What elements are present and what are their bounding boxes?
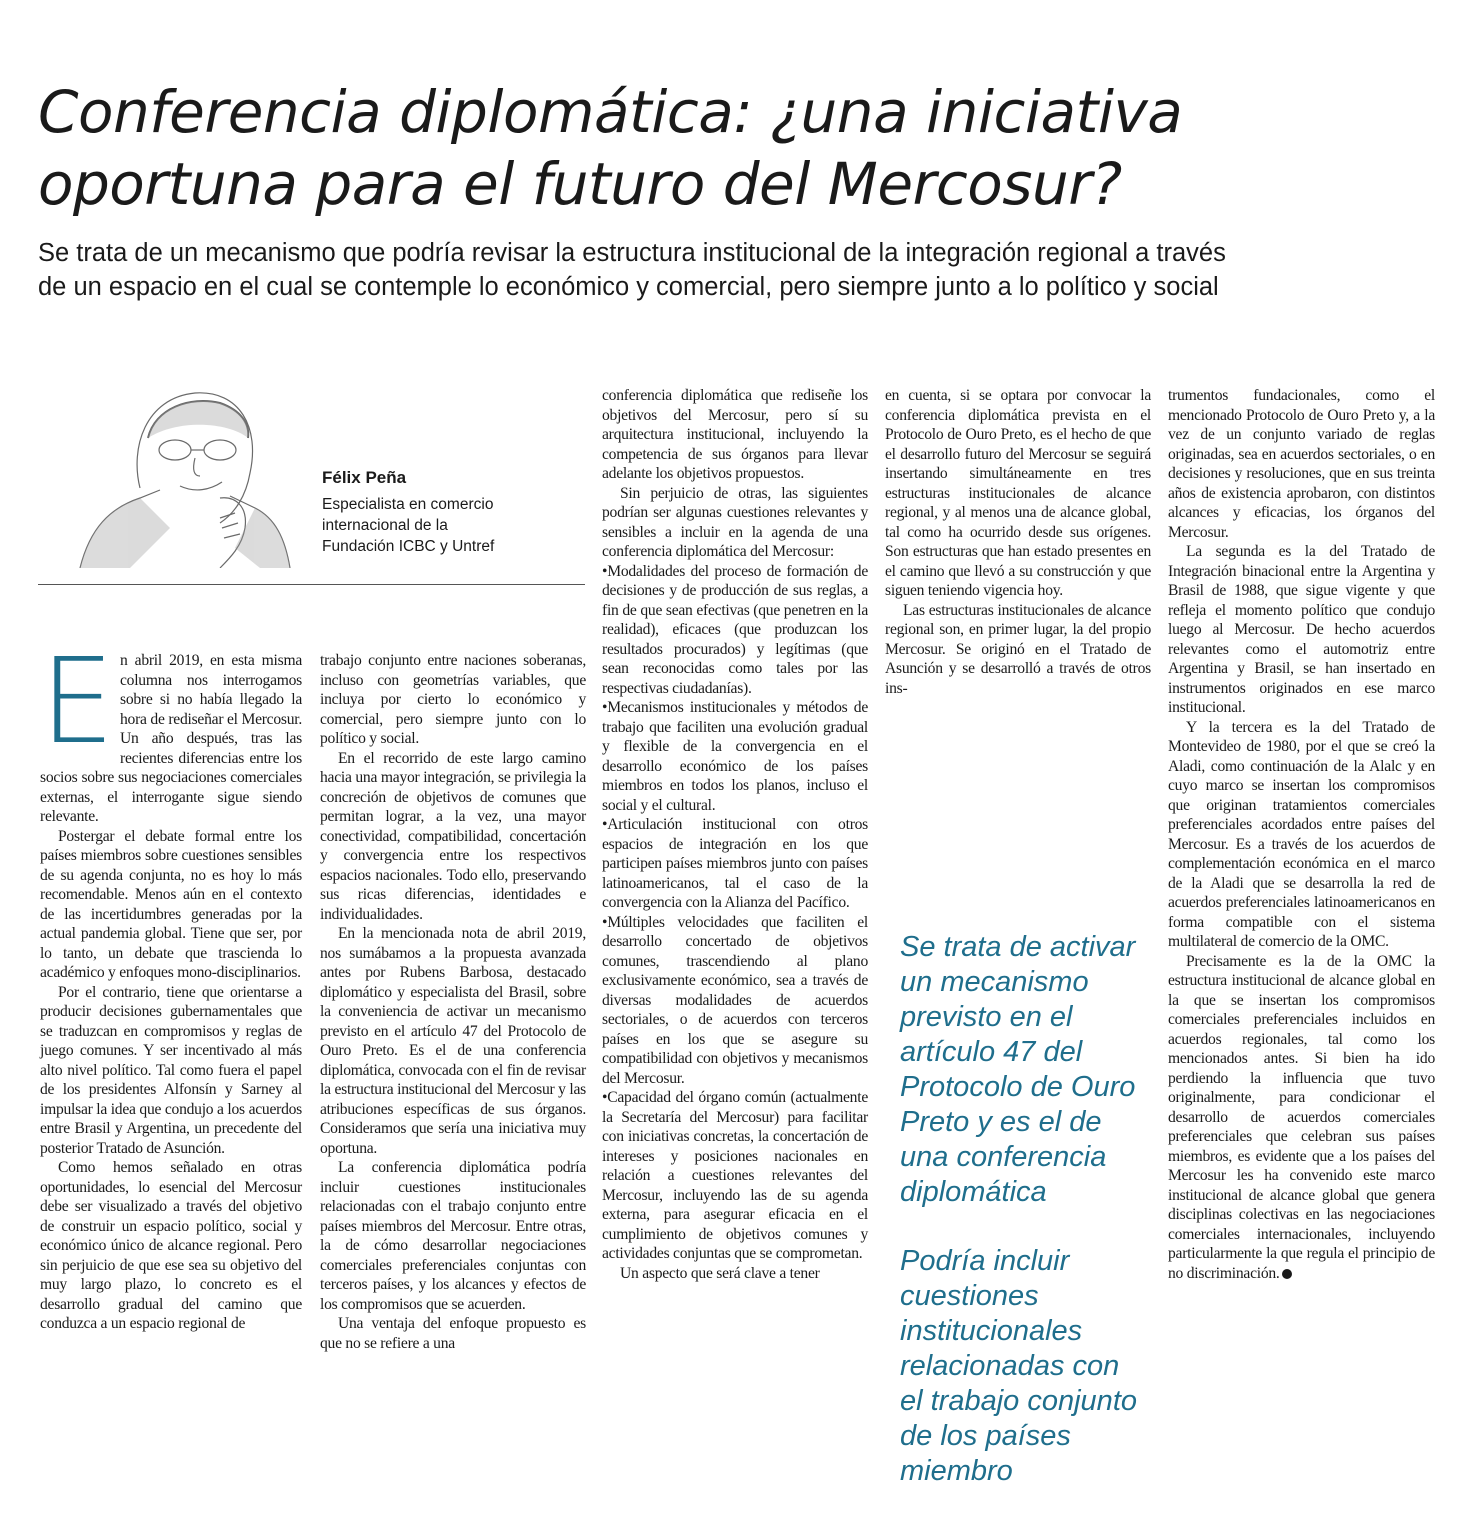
pull-quote-line: institucionales	[900, 1315, 1083, 1347]
article-paragraph: n abril 2019, en esta misma columna nos interrogamos sobre si no había llegado la hora de rediseñar el Mercosur. Un año después, tras las recientes diferencias entre los socios sobre sus negociaciones comerciales externas, el interrogante sigue siendo relevante.	[40, 652, 302, 825]
bullet-item: •Articulación institucional con otros espacios de integración en los que participen países miembros junto con países latinoamericanos, tal el caso de la convergencia con la Alianza del Pacífico.	[602, 816, 868, 911]
pull-quote-line: artículo 47 del	[900, 1036, 1083, 1068]
pull-quote	[900, 1244, 1150, 1489]
subheadline-line: Se trata de un mecanismo que podría revisar la estructura institucional de la integración regional a través	[38, 239, 1226, 267]
article-paragraph: Una ventaja del enfoque propuesto es que no se refiere a una	[320, 1315, 586, 1352]
author-role-line: Especialista en comercio	[322, 496, 494, 513]
article-paragraph: Las estructuras institucionales de alcance regional son, en primer lugar, la del propio Mercosur. Se originó en el Tratado de Asunción y se desarrolló a través de otros ins-	[885, 601, 1151, 697]
article-paragraph: Y la tercera es la del Tratado de Montevideo de 1980, por el que se creó la Aladi, como continuación de la Alalc y en cuyo marco se insertan los compromisos que originan tratamientos comerciales preferenciales acordados entre países del Mercosur. Es a través de los acuerdos de complementación económica en el marco de la Aladi que se desarrolla la red de acuerdos preferenciales latinoamericanos en forma compatible con el sistema multilateral de comercio de la OMC.	[1168, 718, 1435, 950]
subheadline-line: de un espacio en el cual se contemple lo económico y comercial, pero siempre junto a lo político y social	[38, 273, 1219, 301]
pull-quote-line: cuestiones	[900, 1280, 1039, 1312]
headline-line: Conferencia diplomática: ¿una iniciativa	[38, 78, 1183, 146]
article-paragraph: Por el contrario, tiene que orientarse a producir decisiones gubernamentales que se traduzcan en compromisos y reglas de juego comunes. Y ser incentivado al más alto nivel político. Tal como fuera el papel de los presidentes Alfonsín y Sarney al impulsar la idea que condujo a los acuerdos entre Brasil y Argentina, un precedente del posterior Tratado de Asunción.	[40, 983, 302, 1157]
article-column-4	[885, 386, 1151, 698]
pull-quote-line: Preto y es el de	[900, 1106, 1102, 1138]
headline-line: oportuna para el futuro del Mercosur?	[38, 150, 1122, 218]
article-paragraph: En la mencionada nota de abril 2019, nos sumábamos a la propuesta avanzada antes por Rubens Barbosa, destacado diplomático y especialista del Brasil, sobre la conveniencia de activar un mecanismo previsto en el artículo 47 del Protocolo de Ouro Preto. Es el de una conferencia diplomática, convocada con el fin de revisar la estructura institucional del Mercosur y las atribuciones específicas de sus órganos. Consideramos que sería una iniciativa muy oportuna.	[320, 925, 586, 1157]
article-paragraph: Postergar el debate formal entre los países miembros sobre cuestiones sensibles de su agenda conjunta, no es hoy lo más recomendable. Menos aún en el contexto de las incertidumbres generadas por la actual pandemia global. Tiene que ser, por lo tanto, un debate que trascienda lo académico y enfoques mono-disciplinarios.	[40, 827, 302, 981]
article-paragraph: En el recorrido de este largo camino hacia una mayor integración, se privilegia la concreción de objetivos de comunes que permitan lograr, a la vez, una mayor conectividad, compatibilidad, concertación y convergencia entre los respectivos espacios nacionales. Todo ello, preservando sus ricas diferencias, identidades e individualidades.	[320, 749, 586, 923]
pull-quote-line: un mecanismo	[900, 966, 1089, 998]
article-column-2	[320, 651, 586, 1353]
pull-quote-line: de los países	[900, 1420, 1071, 1452]
article-paragraph: conferencia diplomática que rediseñe los objetivos del Mercosur, pero sí su arquitectura institucional, incluyendo la competencia de sus órganos para llevar adelante los objetivos propuestos.	[602, 387, 868, 482]
pull-quote-line: Podría incluir	[900, 1245, 1070, 1277]
article-column-5	[1168, 386, 1435, 1283]
article-paragraph	[1168, 952, 1435, 1284]
byline-divider	[38, 584, 585, 585]
end-mark-icon	[1282, 1269, 1292, 1279]
author-role-line: Fundación ICBC y Untref	[322, 538, 495, 555]
pull-quote-line: Se trata de activar	[900, 931, 1136, 963]
author-role	[322, 494, 562, 557]
article-column-1	[40, 632, 302, 1334]
headline	[38, 76, 1438, 220]
drop-cap: E	[40, 632, 115, 770]
pull-quote-line: previsto en el	[900, 1001, 1073, 1033]
article-paragraph: trumentos fundacionales, como el mencionado Protocolo de Ouro Preto y, a la vez de un conjunto variado de reglas originadas, sea en acuerdos sectoriales, o en decisiones y resoluciones, que en sus treinta años de existencia aprobaron, con distintos alcances y eficacias, los órganos del Mercosur.	[1168, 387, 1435, 541]
final-paragraph-text: Precisamente es la de la OMC la estructura institucional de alcance global en la que se insertan los compromisos comerciales preferenciales incluidos en acuerdos regionales, tal como los mencionados antes. Si bien ha ido perdiendo la influencia que tuvo originalmente, para condicionar el desarrollo de acuerdos comerciales preferenciales que celebran sus países miembros, es evidente que a los países del Mercosur les ha convenido este marco institucional de alcance global que genera disciplinas colectivas en las negociaciones comerciales internacionales, incluyendo particularmente la que regula el principio de no discriminación.	[1168, 952, 1435, 1282]
pull-quote-line: diplomática	[900, 1176, 1047, 1208]
bullet-item: •Mecanismos institucionales y métodos de trabajo que faciliten una evolución gradual y flexible de la convergencia en el desarrollo económico de los países miembros en todos los planos, incluso el social y el cultural.	[602, 699, 868, 814]
pull-quote-line: miembro	[900, 1455, 1013, 1487]
article-paragraph: en cuenta, si se optara por convocar la conferencia diplomática prevista en el Protocolo de Ouro Preto, es el hecho de que el desarrollo futuro del Mercosur se seguirá insertando simultáneamente en tres estructuras institucionales de alcance regional, y al menos una de alcance global, tal como ha ocurrido desde sus orígenes. Son estructuras que han estado presentes en el camino que llevó a su construcción y que siguen teniendo vigencia hoy.	[885, 387, 1151, 599]
subheadline	[38, 236, 1438, 304]
article-paragraph: trabajo conjunto entre naciones soberanas, incluso con geometrías variables, que incluya por cierto lo económico y comercial, pero siempre junto con lo político y social.	[320, 652, 586, 747]
article-paragraph: La segunda es la del Tratado de Integración binacional entre la Argentina y Brasil de 1988, que sigue vigente y que refleja el momento político que condujo luego al Mercosur. De hecho acuerdos relevantes como el automotriz entre Argentina y Brasil, se han insertado en instrumentos originados en ese marco institucional.	[1168, 543, 1435, 716]
pull-quote-line: relacionadas con	[900, 1350, 1120, 1382]
author-portrait-illustration	[70, 378, 300, 568]
article-paragraph: Un aspecto que será clave a tener	[620, 1264, 820, 1282]
pull-quote-line: Protocolo de Ouro	[900, 1071, 1136, 1103]
pull-quote	[900, 930, 1150, 1210]
article-paragraph: Como hemos señalado en otras oportunidades, lo esencial del Mercosur debe ser visualizado a través del objetivo de construir un espacio político, social y económico único de alcance regional. Pero sin perjuicio de que ese sea su objetivo del muy largo plazo, lo concreto es el desarrollo gradual del camino que conduzca a un espacio regional de	[40, 1159, 302, 1332]
article-paragraph: La conferencia diplomática podría incluir cuestiones institucionales relacionadas con el trabajo conjunto entre países miembros del Mercosur. Entre otras, la de cómo desarrollar negociaciones comerciales preferenciales conjuntas con terceros países, y los alcances y efectos de los compromisos que se acuerden.	[320, 1159, 586, 1313]
pull-quote-line: una conferencia	[900, 1141, 1107, 1173]
article-paragraph: Sin perjuicio de otras, las siguientes podrían ser algunas cuestiones relevantes y sensibles a incluir en la agenda de una conferencia diplomática del Mercosur:	[602, 484, 868, 560]
bullet-item: •Modalidades del proceso de formación de decisiones y de producción de sus reglas, a fin de que sean efectivas (que penetren en la realidad), eficaces (que produzcan los resultados procurados) y legítimas (que sean reconocidas como tales por las respectivas ciudadanías).	[602, 562, 868, 697]
bullet-item: •Capacidad del órgano común (actualmente la Secretaría del Mercosur) para facilitar con iniciativas concretas, la concertación de intereses y posiciones nacionales en relación a cuestiones relevantes del Mercosur, incluyendo las de su agenda externa, para asegurar eficacia en el cumplimiento de objetivos comunes y actividades conjuntas que se comprometan.	[602, 1089, 868, 1262]
pull-quote-line: el trabajo conjunto	[900, 1385, 1137, 1417]
bullet-item: •Múltiples velocidades que faciliten el desarrollo concertado de objetivos comunes, trascendiendo al plano exclusivamente económico, sea a través de diversas modalidades de acuerdos sectoriales, o de acuerdos con terceros países en los que se asegure su compatibilidad con objetivos y mecanismos del Mercosur.	[602, 913, 868, 1087]
article-column-3	[602, 386, 868, 1283]
author-name: Félix Peña	[322, 468, 407, 487]
author-role-line: internacional de la	[322, 517, 448, 534]
